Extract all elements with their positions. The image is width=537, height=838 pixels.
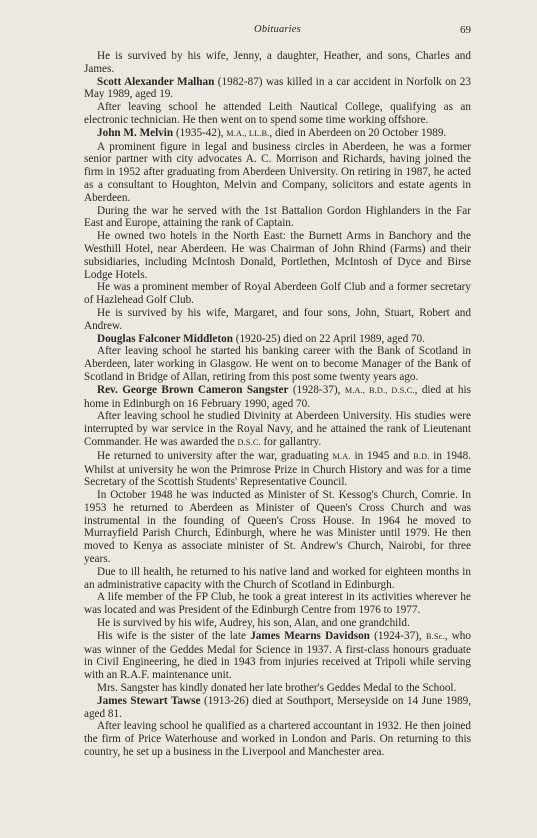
paragraph	[84, 205, 471, 231]
person-name: James Stewart Tawse	[97, 694, 201, 707]
person-name: John M. Melvin	[97, 126, 174, 139]
paragraph-text: in 1948. Whilst at university he won the Primrose Prize in Church History and was for a time Secretary of the Scottish Students' Representative Council.	[84, 449, 472, 489]
paragraph	[84, 76, 471, 102]
person-name: Douglas Falconer Middleton	[97, 332, 233, 345]
paragraph-text: During the war he served with the 1st Battalion Gordon Highlanders in the Far East and Europe, attaining the rank of Captain.	[84, 204, 471, 230]
paragraph-text: for gallantry.	[260, 435, 322, 448]
page-number: 69	[460, 24, 471, 36]
paragraph-text: He is survived by his wife, Audrey, his son, Alan, and one grandchild.	[97, 617, 410, 630]
paragraph	[84, 591, 471, 617]
paragraph-text: in 1945 and	[350, 449, 414, 462]
paragraph	[84, 333, 471, 346]
qualification-abbrev: B.D.	[413, 451, 430, 461]
qualification-abbrev: D.S.C.	[237, 437, 261, 447]
paragraph-text: A prominent figure in legal and business circles in Aberdeen, he was a former senior partner with city advocates A. C. Morrison and Richards, having joined the firm in 1952 after graduating from Aberdeen University. On retiring in 1987, he acted as a consultant to Houghton, Melvin and Company, solicitors and estate agents in Aberdeen.	[84, 140, 471, 204]
paragraph-text: A life member of the FP Club, he took a great interest in its activities wherever he was located and was President of the Edinburgh Centre from 1976 to 1977.	[84, 591, 471, 617]
paragraph	[84, 489, 471, 566]
paragraph-text: (1982-87) was killed in a car accident in Norfolk on 23 May 1989, aged 19.	[84, 75, 471, 101]
paragraph	[84, 384, 471, 411]
paragraph	[84, 630, 471, 682]
paragraph	[84, 281, 471, 307]
paragraph	[84, 410, 471, 449]
running-title: Obituaries	[254, 24, 301, 35]
running-header	[84, 24, 471, 40]
paragraph-text: , who was winner of the Geddes Medal for Science in 1937. A first-class honours graduate in Civil Engineering, he died in 1943 from injuries received at Tripoli while serving with an R.A.F. maintenance unit.	[84, 629, 471, 682]
qualification-abbrev: B.Sc.	[425, 631, 445, 641]
paragraph-text: , died in Aberdeen on 20 October 1989.	[269, 126, 447, 139]
paragraph	[84, 566, 471, 592]
paragraph	[84, 682, 471, 695]
paragraph	[84, 127, 471, 141]
paragraph-text: (1913-26) died at Southport, Merseyside on 14 June 1989, aged 81.	[84, 694, 472, 720]
paragraph	[84, 617, 471, 630]
person-name: James Mearns Davidson	[250, 629, 370, 642]
paragraph-text: His wife is the sister of the late	[97, 629, 251, 642]
paragraph-text: Mrs. Sangster has kindly donated her late brother's Geddes Medal to the School.	[97, 682, 457, 695]
paragraph	[84, 307, 471, 333]
paragraph-text: (1920-25) died on 22 April 1989, aged 70.	[232, 332, 425, 345]
paragraph	[84, 141, 471, 205]
paragraph-text: Due to ill health, he returned to his native land and worked for eighteen months in an administrative capacity with the Church of Scotland in Edinburgh.	[84, 565, 471, 591]
paragraph	[84, 50, 471, 76]
obituary-text	[84, 50, 471, 759]
paragraph-text: After leaving school he attended Leith Nautical College, qualifying as an electronic technician. He then went on to spend some time working offshore.	[84, 101, 471, 126]
paragraph	[84, 101, 471, 127]
person-name: Rev. George Brown Cameron Sangster	[97, 383, 289, 396]
paragraph-text: He is survived by his wife, Margaret, and four sons, John, Stuart, Robert and Andrew.	[84, 306, 471, 332]
paragraph-text: He is survived by his wife, Jenny, a daughter, Heather, and sons, Charles and James.	[84, 50, 471, 75]
paragraph-text: , died at his home in Edinburgh on 16 February 1990, aged 70.	[84, 383, 471, 410]
paragraph-text: In October 1948 he was inducted as Minister of St. Kessog's Church, Comrie. In 1953 he returned to Aberdeen as Minister of Queen's Cross Church and was instrumental in the founding of Queen's Cross House. In 1964 he moved to Murrayfield Parish Church, Edinburgh, where he was Minister until 1979. He then moved to Kenya as associate minister of St. Andrew's Church, Nairobi, for three years.	[84, 489, 471, 566]
paragraph-text: He returned to university after the war, graduating	[97, 449, 333, 462]
paragraph	[84, 230, 471, 281]
qualification-abbrev: M.A., B.D., D.S.C.	[344, 385, 415, 395]
paragraph-text: (1935-42),	[173, 126, 227, 139]
paragraph-text: (1928-37),	[288, 383, 345, 396]
paragraph	[84, 345, 471, 383]
paragraph-text: After leaving school he qualified as a chartered accountant in 1932. He then joined the firm of Price Waterhouse and worked in London and Paris. On returning to this country, he set up a business in the Liverpool and Manchester area.	[84, 720, 471, 759]
paragraph-text: (1924-37),	[369, 629, 426, 642]
paragraph-text: After leaving school he studied Divinity at Aberdeen University. His studies were interrupted by war service in the Royal Navy, and he attained the rank of Lieutenant Commander. He was awarded the	[84, 410, 471, 448]
qualification-abbrev: M.A., LL.B.	[226, 128, 270, 138]
qualification-abbrev: M.A.	[332, 451, 351, 461]
paragraph-text: After leaving school he started his banking career with the Bank of Scotland in Aberdeen, later working in Glasgow. He went on to become Manager of the Bank of Scotland in Bridge of Allan, retiring from this post some twenty years ago.	[84, 345, 471, 383]
paragraph-text: He was a prominent member of Royal Aberdeen Golf Club and a former secretary of Hazlehead Golf Club.	[84, 281, 471, 307]
paragraph	[84, 720, 471, 758]
paragraph-text: He owned two hotels in the North East: the Burnett Arms in Banchory and the Westhill Hotel, near Aberdeen. He was Chairman of John Rhind (Farms) and their subsidiaries, including McIntosh Donald, Portlethen, McIntosh of Dyce and Birse Lodge Hotels.	[84, 230, 471, 281]
paragraph	[84, 450, 471, 489]
person-name: Scott Alexander Malhan	[97, 75, 215, 88]
paragraph	[84, 695, 471, 721]
